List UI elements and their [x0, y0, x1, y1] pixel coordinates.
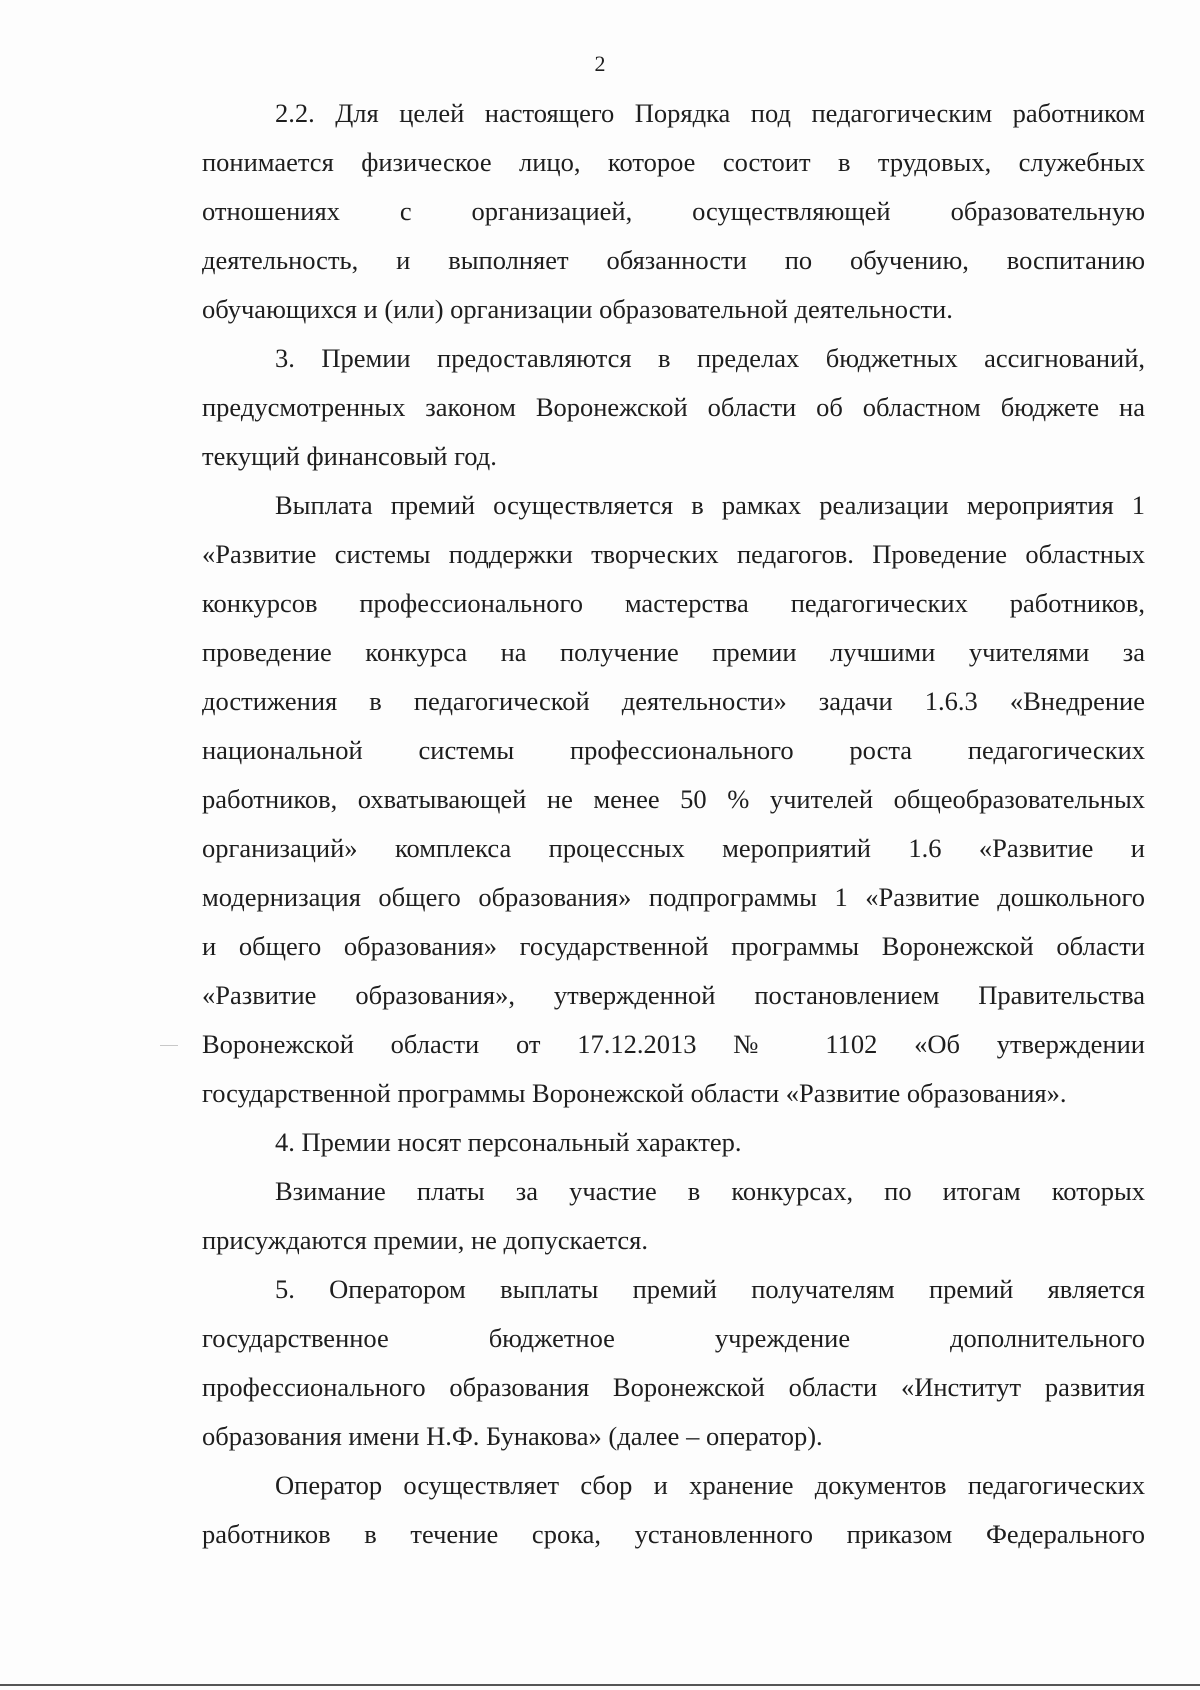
text-line: понимается физическое лицо, которое состоит в трудовых, служебных	[202, 147, 1145, 177]
text-line: государственное бюджетное учреждение дополнительного	[202, 1323, 1145, 1353]
paragraph	[202, 89, 1145, 334]
text-line: достижения в педагогической деятельности» задачи 1.6.3 «Внедрение	[202, 686, 1145, 716]
text-line: 2.2. Для целей настоящего Порядка под педагогическим работником	[275, 98, 1145, 128]
page-number: 2	[594, 51, 606, 76]
text-line: профессионального образования Воронежской области «Институт развития	[202, 1372, 1145, 1402]
text-line: Воронежской области от 17.12.2013 № 1102 «Об утверждении	[202, 1029, 1145, 1059]
text-line: Оператор осуществляет сбор и хранение документов педагогических	[275, 1470, 1145, 1500]
text-line: организаций» комплекса процессных мероприятий 1.6 «Развитие и	[202, 833, 1145, 863]
text-line: обучающихся и (или) организации образовательной деятельности.	[202, 294, 953, 324]
text-line: работников в течение срока, установленного приказом Федерального	[202, 1519, 1145, 1549]
text-line: текущий финансовый год.	[202, 441, 497, 471]
text-line: государственной программы Воронежской области «Развитие образования».	[202, 1078, 1067, 1108]
text-line: отношениях с организацией, осуществляющей образовательную	[202, 196, 1145, 226]
text-line: Взимание платы за участие в конкурсах, по итогам которых	[275, 1176, 1145, 1206]
paragraph	[202, 334, 1145, 481]
document-body	[202, 89, 1145, 1559]
paragraph	[202, 1167, 1145, 1265]
text-line: «Развитие системы поддержки творческих педагогов. Проведение областных	[202, 539, 1145, 569]
scan-artifact	[160, 1045, 178, 1046]
text-line: 5. Оператором выплаты премий получателям премий является	[275, 1274, 1145, 1304]
text-line: Выплата премий осуществляется в рамках реализации мероприятия 1	[275, 490, 1145, 520]
text-line: предусмотренных законом Воронежской области об областном бюджете на	[202, 392, 1145, 422]
text-line: и общего образования» государственной программы Воронежской области	[202, 931, 1145, 961]
text-line: модернизация общего образования» подпрограммы 1 «Развитие дошкольного	[202, 882, 1145, 912]
scan-edge-line	[0, 1684, 1200, 1686]
text-line: присуждаются премии, не допускается.	[202, 1225, 648, 1255]
text-line: 4. Премии носят персональный характер.	[275, 1127, 742, 1157]
paragraph	[202, 1265, 1145, 1461]
paragraph	[202, 1461, 1145, 1559]
text-line: деятельность, и выполняет обязанности по обучению, воспитанию	[202, 245, 1145, 275]
text-line: образования имени Н.Ф. Бунакова» (далее – оператор).	[202, 1421, 823, 1451]
text-line: 3. Премии предоставляются в пределах бюджетных ассигнований,	[275, 343, 1145, 373]
text-line: проведение конкурса на получение премии лучшими учителями за	[202, 637, 1145, 667]
text-line: конкурсов профессионального мастерства педагогических работников,	[202, 588, 1145, 618]
text-line: «Развитие образования», утвержденной постановлением Правительства	[202, 980, 1145, 1010]
paragraph	[202, 1118, 1145, 1167]
paragraph	[202, 481, 1145, 1118]
text-line: национальной системы профессионального роста педагогических	[202, 735, 1145, 765]
text-line: работников, охватывающей не менее 50 % учителей общеобразовательных	[202, 784, 1145, 814]
